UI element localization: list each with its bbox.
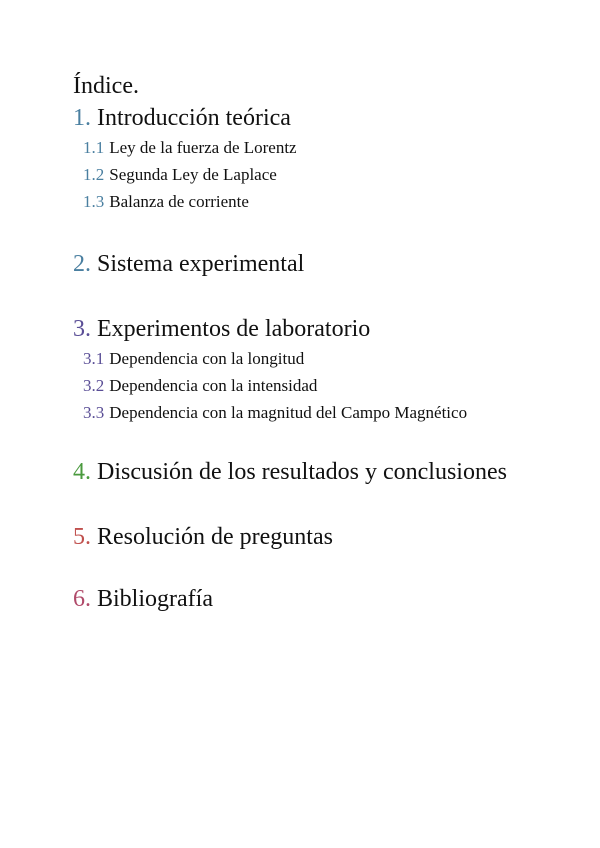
toc-subsection-3-2[interactable] (73, 372, 513, 399)
subsection-number: 3.3 (83, 403, 105, 422)
section-label: Bibliografía (97, 586, 213, 612)
section-label: Sistema experimental (97, 251, 305, 277)
toc-subsection-3-3[interactable] (73, 399, 513, 426)
section-number: 4. (73, 459, 91, 485)
toc-section-2[interactable] (73, 248, 513, 280)
section-number: 6. (73, 586, 91, 612)
toc-title: Índice. (73, 73, 139, 99)
section-number: 1. (73, 105, 91, 131)
section-label: Introducción teórica (97, 105, 291, 131)
subsection-label: Segunda Ley de Laplace (109, 165, 277, 184)
spacer (73, 488, 513, 521)
spacer (73, 215, 513, 248)
subsection-number: 3.1 (83, 349, 105, 368)
toc-subsection-1-1[interactable] (73, 134, 513, 161)
subsection-number: 1.3 (83, 192, 105, 211)
subsection-label: Dependencia con la longitud (109, 349, 305, 368)
section-label: Resolución de preguntas (97, 524, 333, 550)
subsection-label: Dependencia con la magnitud del Campo Magnético (109, 403, 468, 422)
spacer (73, 426, 513, 456)
section-number: 2. (73, 251, 91, 277)
subsection-label: Balanza de corriente (109, 192, 249, 211)
toc-subsection-1-3[interactable] (73, 188, 513, 215)
toc-section-5[interactable] (73, 521, 513, 553)
toc-subsection-1-2[interactable] (73, 161, 513, 188)
table-of-contents (73, 70, 513, 615)
section-number: 3. (73, 316, 91, 342)
subsection-label: Dependencia con la intensidad (109, 376, 318, 395)
toc-section-4[interactable] (73, 456, 513, 488)
spacer (73, 553, 513, 583)
subsection-label: Ley de la fuerza de Lorentz (109, 138, 297, 157)
spacer (73, 280, 513, 313)
toc-section-1[interactable] (73, 102, 513, 134)
toc-section-3[interactable] (73, 313, 513, 345)
toc-section-6[interactable] (73, 583, 513, 615)
section-number: 5. (73, 524, 91, 550)
subsection-number: 3.2 (83, 376, 105, 395)
section-label: Discusión de los resultados y conclusiones (97, 459, 507, 485)
subsection-number: 1.2 (83, 165, 105, 184)
subsection-number: 1.1 (83, 138, 105, 157)
toc-subsection-3-1[interactable] (73, 345, 513, 372)
section-label: Experimentos de laboratorio (97, 316, 371, 342)
